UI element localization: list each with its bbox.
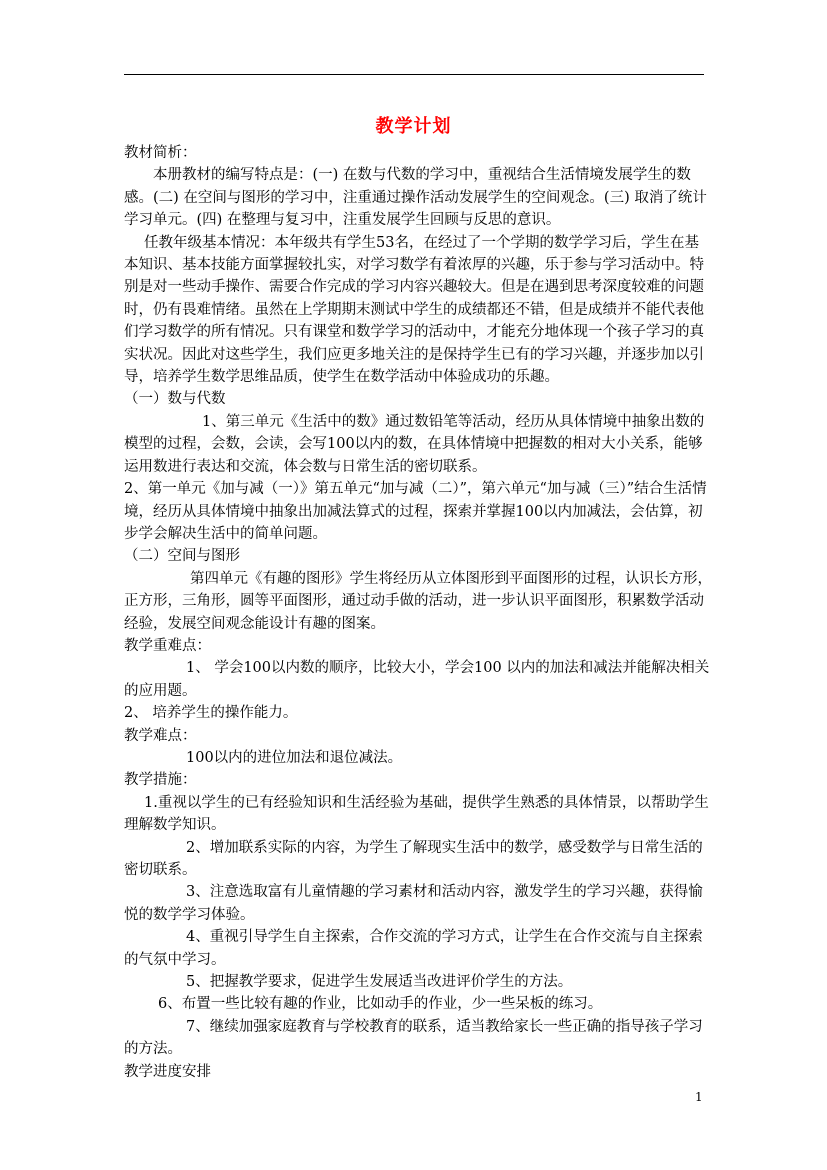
- measure-3: 3、注意选取富有儿童情趣的学习素材和活动内容，激发学生的学习兴趣，获得愉悦的数学学习体验。: [124, 884, 703, 923]
- section-heading-numbers: （一）数与代数: [124, 391, 226, 408]
- paragraph-space: 第四单元《有趣的图形》学生将经历从立体图形到平面图形的过程，认识长方形，正方形，三角形，圆等平面图形，通过动手做的活动，进一步认识平面图形，积累数学活动经验，发展空间观念能设计有趣的图案。: [124, 570, 712, 632]
- paragraph-numbers-2: 2、第一单元《加与减（一）》第五单元“加与减（二）”，第六单元“加与减（三）”结合生活情境，经历从具体情境中抽象出加减法算式的过程，探索并掌握100以内加减法，会估算，初步学会解决生活中的简单问题。: [124, 481, 707, 542]
- section-heading-textbook: 教材简析：: [124, 145, 197, 161]
- paragraph-grade-situation: 任教年级基本情况：本年级共有学生53名，在经过了一个学期的数学学习后，学生在基本知识、基本技能方面掌握较扎实，对学习数学有着浓厚的兴趣，乐于参与学习活动中。特别是对一些动手操作、需要合作完成的学习内容兴趣较大。但是在遇到思考深度较难的问题时，仍有畏难情绪。虽然在上学期期末测试中学生的成绩都还不错，但是成绩并不能代表他们学习数学的所有情况。只有课堂和数学学习的活动中，才能充分地体现一个孩子学习的真实状况。因此对这些学生，我们应更多地关注的是保持学生已有的学习兴趣，并逐步加以引导，培养学生数学思维品质，使学生在数学活动中体验成功的乐趣。: [124, 234, 704, 386]
- section-heading-difficulty: 教学难点：: [124, 727, 197, 744]
- document-body: [124, 142, 712, 1083]
- difficulty-text: 100以内的进位加法和退位减法。: [186, 749, 403, 766]
- paragraph-textbook-features: 本册教材的编写特点是：(一) 在数与代数的学习中，重视结合生活情境发展学生的数感。(二) 在空间与图形的学习中，注重通过操作活动发展学生的空间观念。(三) 取消了统计学习单元。(四) 在整理与复习中，注重发展学生回顾与反思的意识。: [124, 167, 707, 229]
- page-title: 教学计划: [375, 116, 452, 137]
- measure-1: 1.重视以学生的已有经验知识和生活经验为基础，提供学生熟悉的具体情景，以帮助学生理解数学知识。: [124, 794, 709, 834]
- page-number: 1: [695, 1090, 703, 1104]
- key-point-1: 1、 学会100以内数的顺序，比较大小，学会100 以内的加法和减法并能解决相关的应用题。: [124, 660, 710, 699]
- measure-2: 2、增加联系实际的内容，为学生了解现实生活中的数学，感受数学与日常生活的密切联系。: [124, 839, 703, 878]
- section-heading-schedule: 教学进度安排: [124, 1063, 211, 1080]
- measure-7: 7、继续加强家庭教育与学校教育的联系，适当教给家长一些正确的指导孩子学习的方法。: [124, 1018, 703, 1058]
- section-heading-key-points: 教学重难点：: [124, 637, 211, 654]
- section-heading-measures: 教学措施：: [124, 772, 197, 789]
- header-rule: [124, 74, 704, 75]
- measure-6: 6、布置一些比较有趣的作业，比如动手的作业，少一些呆板的练习。: [158, 996, 603, 1013]
- key-point-2: 2、 培养学生的操作能力。: [124, 705, 298, 722]
- paragraph-numbers-1: 1、第三单元《生活中的数》通过数铅笔等活动，经历从具体情境中抽象出数的模型的过程，会数，会读，会写100以内的数，在具体情境中把握数的相对大小关系，能够运用数进行表达和交流，体会数与日常生活的密切联系。: [124, 413, 705, 475]
- measure-4: 4、重视引导学生自主探索，合作交流的学习方式，让学生在合作交流与自主探索的气氛中学习。: [124, 929, 703, 968]
- measure-5: 5、把握教学要求，促进学生发展适当改进评价学生的方法。: [186, 974, 573, 991]
- section-heading-space: （二）空间与图形: [124, 548, 240, 565]
